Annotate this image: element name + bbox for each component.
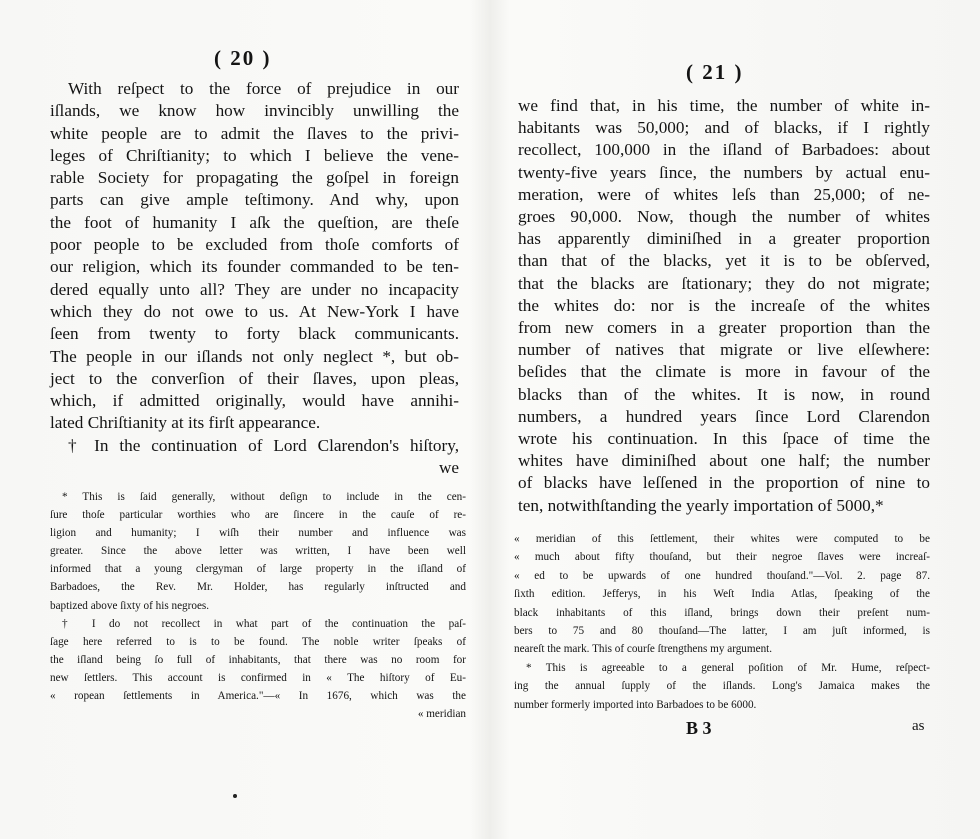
body-line: has apparently diminiſhed in a greater proportion: [518, 229, 930, 249]
catchword-line: we: [438, 458, 459, 478]
body-line: wrote his continuation. In this ſpace of time the: [518, 429, 930, 449]
footnote-line: Barbadoes, the Rev. Mr. Holder, has regularly inſtructed and: [50, 581, 466, 594]
body-line: ject to the converſion of their ſlaves, upon pleas,: [50, 368, 459, 388]
footnote-line: number formerly imported into Barbadoes to be 6000.: [514, 698, 757, 711]
footnote-line: * This is agreeable to a general poſition of Mr. Hume, reſpect-: [526, 661, 930, 674]
footnote-line: * This is ſaid generally, without deſign to include in the cen-: [62, 491, 466, 503]
body-line: beſides that the climate is more in favour of the: [518, 362, 930, 382]
body-line: habitants was 50,000; and of blacks, if I rightly: [518, 118, 930, 138]
footnote-line: greater. Since the above letter was written, I have been well: [50, 545, 466, 558]
body-line: which they do not owe to us. At New-York I have: [50, 301, 459, 321]
body-line: leges of Chriſtianity; to which I believe the vene-: [50, 145, 459, 165]
right-page: [490, 0, 980, 839]
body-line: whites have diminiſhed about one half; the number: [518, 451, 930, 471]
footnote-line: ing the annual ſupply of the iſlands. Long's Jamaica makes the: [514, 680, 930, 693]
footnote-line: new ſettlers. This account is confirmed in « The hiſtory of Eu-: [50, 671, 466, 684]
body-line: our religion, which its founder commanded to be ten-: [50, 257, 459, 277]
footnote-line: ſure thoſe particular worthies who are ſincere in the cauſe of re-: [50, 509, 466, 522]
footnote-line: ſage here referred to is to be found. The noble writer ſpeaks of: [50, 635, 466, 648]
body-line: numbers, a hundred years ſince Lord Clarendon: [518, 406, 930, 426]
left-page-number: ( 20 ): [214, 46, 272, 70]
body-line: than that of the blacks, yet it is to be obſerved,: [518, 251, 930, 271]
body-line: lated Chriſtianity at its firſt appearance.: [50, 413, 321, 433]
footnote-line: baptized above ſixty of his negroes.: [50, 599, 210, 612]
body-line: iſlands, we know how invincibly unwilling the: [50, 101, 459, 121]
body-line: The people in our iſlands not only neglect *, but ob-: [50, 346, 459, 366]
body-line: poor people to be excluded from thoſe comforts of: [50, 235, 459, 255]
right-page-footnotes: [514, 530, 930, 714]
body-line: which, if admitted originally, would have annihi-: [50, 391, 459, 411]
footnote-line: informed that a young clergyman of large property in the iſland of: [50, 563, 466, 576]
right-page-catchword: as: [912, 718, 925, 734]
body-line: the whites do: nor is the increaſe of the whites: [518, 295, 930, 315]
body-line: ſeen from twenty to forty black communicants.: [50, 324, 459, 344]
body-line: dered equally unto all? They are under no incapacity: [50, 279, 459, 299]
body-line: twenty-five years ſince, the numbers by actual enu-: [518, 162, 930, 182]
right-page-body: [518, 95, 930, 517]
body-line: from new comers in a greater proportion than the: [518, 318, 930, 338]
body-line: we find that, in his time, the number of white in-: [518, 96, 930, 115]
signature-mark: B 3: [686, 718, 712, 738]
footnote-line: neareſt the mark. This of courſe ſtrengthens my argument.: [514, 643, 773, 656]
footnote-line: « ed to be upwards of one hundred thouſand."—Vol. 2. page 87.: [514, 569, 930, 582]
body-line: parts can give ample teſtimony. And why, upon: [50, 190, 459, 210]
scan-mark-dot: [233, 794, 237, 798]
footnote-line: « much about fifty thouſand, but their negroe ſlaves were increaſ-: [514, 551, 930, 564]
footnote-line: « meridian of this ſettlement, their whites were computed to be: [514, 533, 930, 545]
left-page-footnotes: [50, 488, 466, 723]
footnote-line: † I do not recollect in what part of the continuation the paſ-: [62, 617, 466, 630]
body-line: blacks than of the whites. It is now, in round: [518, 384, 930, 404]
body-line: recollect, 100,000 in the iſland of Barbadoes: about: [518, 140, 930, 160]
body-line: † In the continuation of Lord Clarendon's hiſtory,: [68, 435, 459, 455]
body-line: white people are to admit the ſlaves to the privi-: [50, 123, 459, 143]
right-page-number: ( 21 ): [686, 60, 744, 84]
body-line: With reſpect to the force of prejudice in our: [68, 79, 459, 98]
footnote-line: ſixth edition. Jefferys, in his Weſt India Atlas, ſpeaking of the: [514, 588, 930, 601]
footnote-catchword: « meridian: [417, 708, 466, 721]
body-line: the foot of humanity I aſk the queſtion, are theſe: [50, 212, 459, 232]
body-line: number of natives that migrate or live elſewhere:: [518, 340, 930, 360]
footnote-line: bers to 75 and 80 thouſand—The latter, I am juſt informed, is: [514, 625, 930, 638]
footnote-line: « ropean ſettlements in America."—« In 1676, which was the: [50, 690, 466, 703]
footnote-line: black inhabitants of this iſland, brings down their preſent num-: [514, 606, 930, 619]
left-page-body: [50, 78, 459, 479]
body-line: meration, were of whites leſs than 25,000; of ne-: [518, 184, 930, 204]
body-line: that the blacks are ſtationary; they do not migrate;: [518, 273, 930, 293]
body-line: of blacks have leſſened in the proportion of nine to: [518, 473, 930, 493]
body-line: groes 90,000. Now, though the number of whites: [518, 207, 930, 227]
body-line: rable Society for propagating the goſpel in foreign: [50, 168, 459, 188]
footnote-line: ligion and humanity; I wiſh their number and influence was: [50, 527, 466, 540]
footnote-line: the iſland being ſo full of inhabitants, that there was no room for: [50, 653, 466, 666]
body-line: ten, notwithſtanding the yearly importation of 5000,*: [518, 495, 884, 515]
